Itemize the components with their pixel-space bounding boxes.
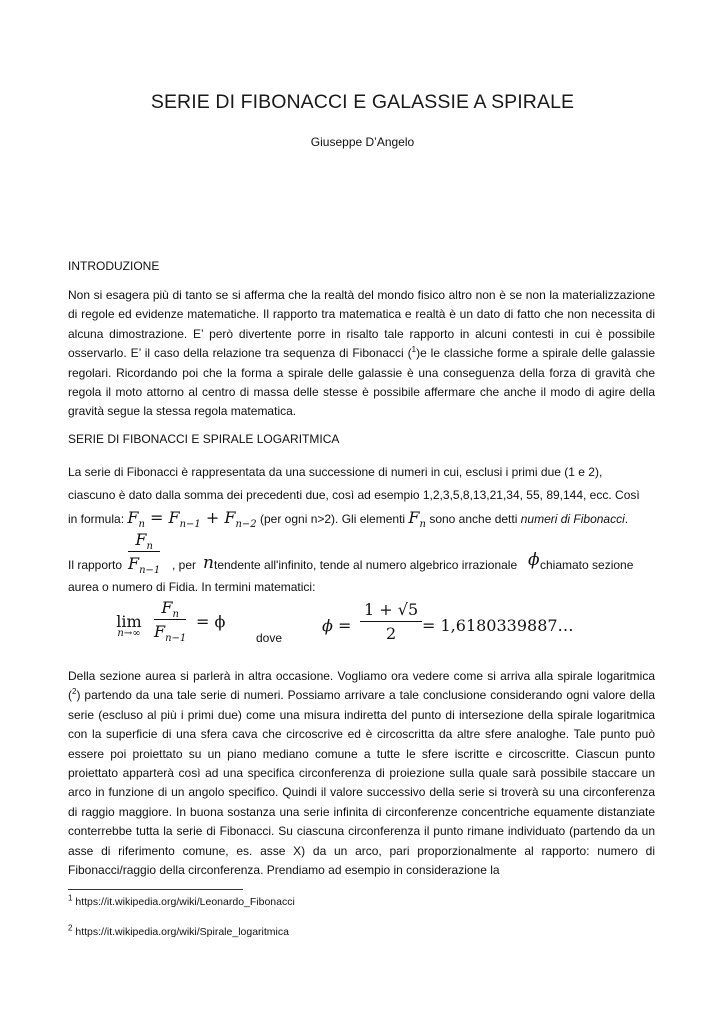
fib-line3-text-d: . [624,512,629,526]
intro-paragraph [68,286,655,422]
recurrence-t2: F [224,508,236,527]
lim-den-sub: n−1 [165,633,187,644]
fib-line3-text-a: in formula: [68,512,128,526]
recurrence-t2-sub: n−2 [235,519,257,530]
fib-line-1: La serie di Fibonacci è rappresentata da una successione di numeri in cui, esclusi i primi due (1 e 2), [68,465,603,479]
footnote-2 [68,923,289,938]
fib-line-2: ciascuno è dato dalla somma dei precedenti due, così ad esempio 1,2,3,5,8,13,21,34, 55, 89,144, ecc. Così [68,488,640,502]
aurea-text-a: Della sezione aurea si parlerà in altra occasione. Vogliamo ora vedere come si arriva alla spirale logaritmica ( [68,669,655,703]
recurrence-lhs-sub: n [138,519,145,530]
phi-value: = 1,6180339887… [422,616,574,635]
lim-block [112,612,146,639]
lim-sub: n→∞ [117,628,141,639]
ratio-line-2: aurea o numero di Fidia. In termini matematici: [68,580,316,594]
fn-symbol [408,508,426,530]
footnote-2-number: 2 [68,923,73,933]
ratio-numerator [128,530,160,552]
ratio-den-sub: n−1 [139,565,161,576]
footnote-1-link[interactable]: https://it.wikipedia.org/wiki/Leonardo_Fibonacci [72,896,295,908]
footnote-1 [68,893,295,908]
ratio-text-b: , per [172,558,197,572]
ratio-num-sub: n [146,541,153,552]
footnote-ref-2[interactable]: 2 [72,687,77,697]
recurrence-formula [127,508,257,530]
ratio-text-c: tendente all'infinito, tende al numero algebrico irrazionale [214,558,518,572]
ratio-den-letter: F [128,554,140,573]
lim-denominator [154,620,187,644]
lim-numerator [154,598,186,620]
document-title: SERIE DI FIBONACCI E GALASSIE A SPIRALE [150,91,575,113]
ratio-denominator [128,552,161,576]
fn-sub: n [419,519,426,530]
lim-den-letter: F [154,622,166,641]
dove-word: dove [256,631,283,645]
ratio-text-d: chiamato sezione [540,558,634,572]
lim-num-letter: F [161,598,173,617]
fn-letter: F [408,508,420,527]
document-author: Giuseppe D’Angelo [310,135,415,149]
lim-word: lim [116,612,142,631]
intro-heading: INTRODUZIONE [68,259,160,273]
intro-text-a: Non si esagera più di tanto se si afferma che la realtà del mondo fisico altro non è se non la materializzazione di regole ed evidenze matematiche. Il rapporto tra matematica e realtà è un dato di fatto che non necessita di alcuna dimostrazione. E’ però divertente porre in risalto tale rapporto in alcuni contesti in cui è possibile osservarlo. E’ il caso della relazione tra sequenza di Fibonacci ( [68,288,655,361]
fib-heading: SERIE DI FIBONACCI E SPIRALE LOGARITMICA [68,432,340,446]
n-symbol: n [203,553,214,573]
aurea-paragraph [68,667,655,880]
fib-line-3 [68,508,629,530]
footnote-1-number: 1 [68,893,73,903]
footnote-ref-1[interactable]: 1 [411,345,417,355]
footnote-2-link[interactable]: https://it.wikipedia.org/wiki/Spirale_logaritmica [72,926,289,938]
recurrence-eq: = [144,508,169,527]
ratio-text-a: Il rapporto [68,558,123,572]
ratio-fraction [128,530,161,576]
ratio-num-letter: F [135,530,147,549]
phi-denominator: 2 [385,624,397,643]
lim-equals-phi: = ϕ [196,612,226,631]
phi-def-lhs: ϕ = [322,616,352,635]
aurea-text-b: ) partendo da una tale serie di numeri. Possiamo arrivare a tale conclusione considerando ogni valore della serie (escluso al più i primi due) come una misura indiretta del punto di intersezione della spirale logaritmica con la superficie di una sfera cava che circoscrive ed è circoscritta da altre sfere analoghe. Tale punto può essere poi proiettato su un piano mediano comune a tutte le sfere iscritte e circoscritte. Ciascun punto proiettato apparterà così ad una specifica circonferenza di proiezione sulla quale sarà possibile staccare un arco in funzione di un angolo specifico. Quindi il valore successivo della serie si troverà su una circonferenza di raggio maggiore. In buona sostanza una serie infinita di circonferenze concentriche equamente distanziate conterrebbe tutta la serie di Fibonacci. Su ciascuna circonferenza il punto rimane individuato (partendo da un asse di riferimento comune, es. asse X) da un arco, pari proporzionalmente al rapporto: numero di Fibonacci/raggio della circonferenza. Prendiamo ad esempio in considerazione la [68,688,655,878]
fib-line3-text-c: sono anche detti [425,512,521,526]
lim-num-sub: n [172,609,179,620]
recurrence-lhs: F [127,508,139,527]
fib-numbers-term: numeri di Fibonacci [520,512,625,526]
lim-fraction [154,598,187,644]
phi-numerator: 1 + √5 [360,600,422,622]
recurrence-plus: + [200,508,225,527]
recurrence-t1-sub: n−1 [179,519,201,530]
footnote-divider [68,889,243,890]
phi-fraction [360,600,422,643]
phi-symbol: ϕ [528,550,540,570]
fib-line3-text-b: (per ogni n>2). Gli elementi [256,512,409,526]
intro-text-b: )e le classiche forme a spirale delle galassie regolari. Ricordando poi che la forma a spirale delle galassie è una conseguenza della forza di gravità che regola il moto attorno al centro di massa delle stesse è possibile affermare che anche il modo di agire della gravità segue la stessa regola matematica. [68,346,655,419]
recurrence-t1: F [168,508,180,527]
